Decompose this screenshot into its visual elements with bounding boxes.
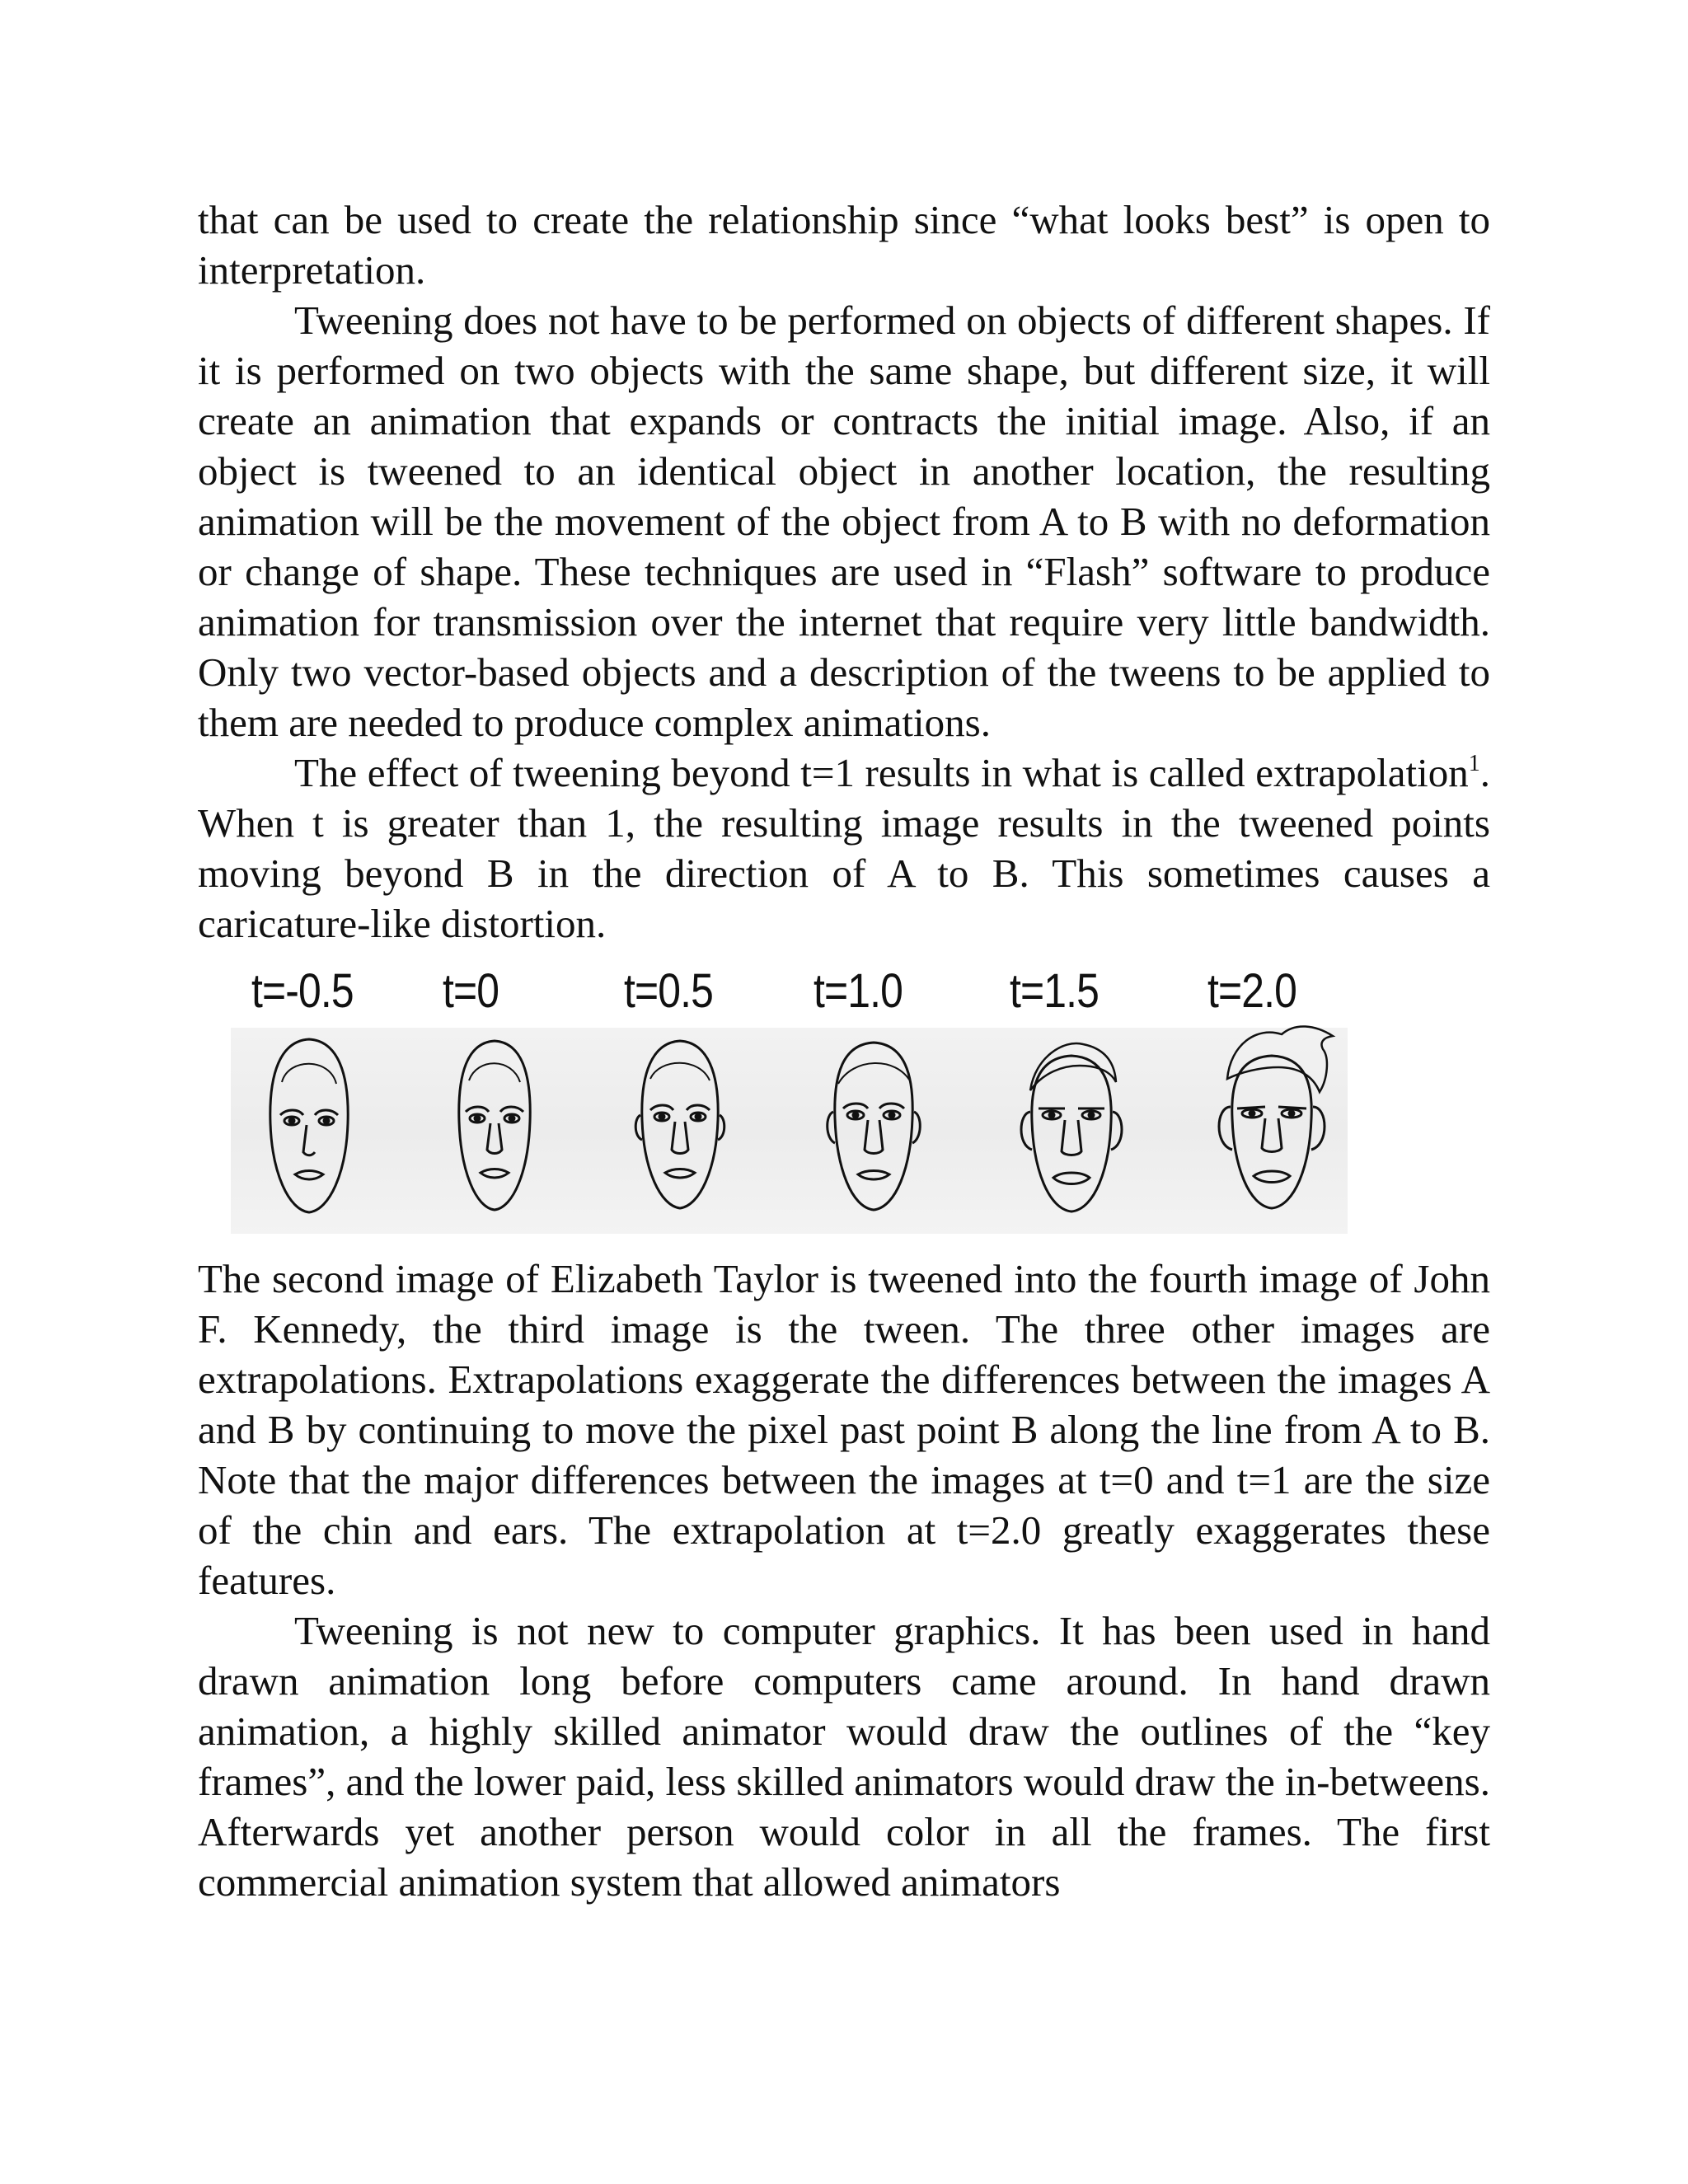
paragraph-2: Tweening does not have to be performed on objects of different shapes. If it is performed on two objects with the same shape, but different size, it will create an animation that expands or contracts the initial image. Also, if an object is tweened to an identical object in another location, the resulting animation will be the movement of the object from A to B with no deformation or change of shape. These techniques are used in “Flash” software to produce animation for transmission over the internet that require very little bandwidth. Only two vector-based objects and a description of the tweens to be applied to them are needed to produce complex animations. (198, 298, 1490, 745)
figure-labels (227, 963, 1364, 1029)
figure-background (231, 1028, 1348, 1234)
paragraph-3-text-b: . When t is greater than 1, the resulting image results in the tweened points moving beyond B in the direction of A to B. This sometimes causes a caricature-like distortion. (198, 750, 1490, 946)
document-page (198, 194, 1490, 1907)
face-t-0-image (449, 1033, 540, 1222)
figure-label: t=1.0 (814, 964, 903, 1018)
footnote-marker: 1 (1468, 750, 1480, 776)
paragraph-3 (198, 748, 1490, 949)
figure-label: t=1.5 (1010, 964, 1100, 1018)
paragraph-3-text-a: The effect of tweening beyond t=1 results in what is called extrapolation (294, 750, 1469, 795)
figure-label: t=-0.5 (251, 964, 354, 1018)
face-t-1.0-image (820, 1033, 927, 1222)
face-t-1.5-image (1014, 1033, 1129, 1222)
figure-label: t=2.0 (1207, 964, 1297, 1018)
tweening-figure (227, 963, 1364, 1235)
face-t-0.5-image (631, 1033, 729, 1222)
face-t-minus-0.5-image (264, 1033, 354, 1222)
face-t-2.0-image (1207, 1021, 1339, 1219)
paragraph-1: that can be used to create the relationship since “what looks best” is open to interpretation. (198, 197, 1490, 293)
figure-label: t=0.5 (624, 964, 714, 1018)
paragraph-5: Tweening is not new to computer graphics. It has been used in hand drawn animation long before computers came around. In hand drawn animation, a highly skilled animator would draw the outlines of the “key frames”, and the lower paid, less skilled animators would draw the in-betweens. Afterwards yet another person would color in all the frames. The first commercial animation system that allowed animators (198, 1608, 1490, 1905)
figure-label: t=0 (443, 964, 499, 1018)
paragraph-4: The second image of Elizabeth Taylor is tweened into the fourth image of John F. Kennedy, the third image is the tween. The three other images are extrapolations. Extrapolations exaggerate the differences between the images A and B by continuing to move the pixel past point B along the line from A to B. Note that the major differences between the images at t=0 and t=1 are the size of the chin and ears. The extrapolation at t=2.0 greatly exaggerates these features. (198, 1256, 1490, 1603)
